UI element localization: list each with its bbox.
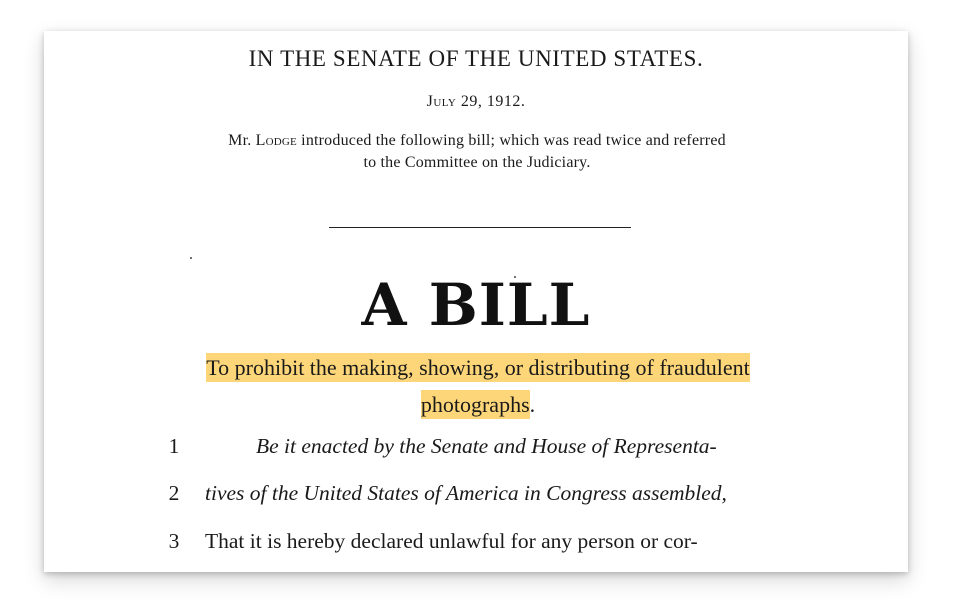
separator-rule: [329, 227, 631, 228]
bill-date: July 29, 1912.: [426, 93, 526, 110]
senate-heading: IN THE SENATE OF THE UNITED STATES.: [248, 46, 704, 71]
introduction-text: [152, 130, 802, 174]
print-speck: [190, 257, 192, 259]
bill-document-page: [44, 31, 908, 572]
intro-line-2: to the Committee on the Judiciary.: [363, 154, 591, 171]
line-number: 1: [168, 434, 180, 458]
sponsor-name: Lodge: [255, 132, 297, 149]
line-text: tives of the United States of America in Congress assembled,: [205, 481, 727, 505]
line-number: 2: [168, 481, 180, 505]
highlighted-purpose-line-2: photographs: [420, 392, 530, 417]
purpose-period: .: [529, 392, 536, 417]
line-number: 3: [168, 529, 180, 553]
bill-purpose: [152, 349, 804, 423]
intro-line-1: introduced the following bill; which was read twice and referred: [296, 132, 726, 149]
intro-prefix: Mr.: [228, 132, 256, 149]
line-text: Be it enacted by the Senate and House of Representa-: [256, 434, 717, 458]
line-text: That it is hereby declared unlawful for any person or cor-: [205, 529, 698, 553]
highlighted-purpose-line-1: To prohibit the making, showing, or distributing of fraudulent: [206, 355, 750, 380]
bill-title: A BILL: [361, 271, 591, 339]
